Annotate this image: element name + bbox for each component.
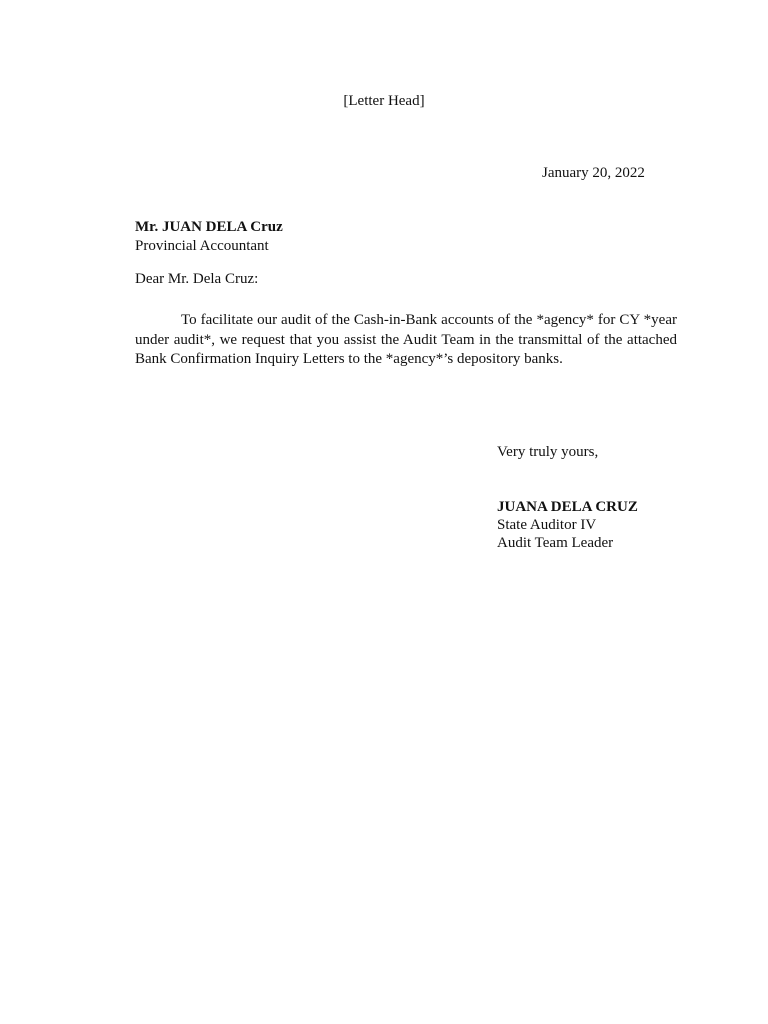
salutation: Dear Mr. Dela Cruz:: [135, 271, 259, 287]
recipient-title: Provincial Accountant: [135, 238, 269, 254]
letterhead: [0, 93, 768, 110]
recipient-block: [135, 218, 283, 256]
signature-block: [497, 498, 638, 552]
letterhead-text: [Letter Head]: [343, 93, 425, 109]
signer-role: Audit Team Leader: [497, 535, 614, 551]
signer-position: State Auditor IV: [497, 517, 597, 533]
letter-date: January 20, 2022: [542, 165, 645, 181]
body-paragraph: To facilitate our audit of the Cash-in-Bank accounts of the *agency* for CY *year under audit*, we request that you assist the Audit Team in the transmittal of the attached Bank Confirmation Inquiry Letters to the *agency*’s depository banks.: [135, 312, 677, 367]
signer-name: JUANA DELA CRUZ: [497, 499, 638, 515]
closing: Very truly yours,: [497, 444, 599, 460]
recipient-name: Mr. JUAN DELA Cruz: [135, 219, 283, 235]
